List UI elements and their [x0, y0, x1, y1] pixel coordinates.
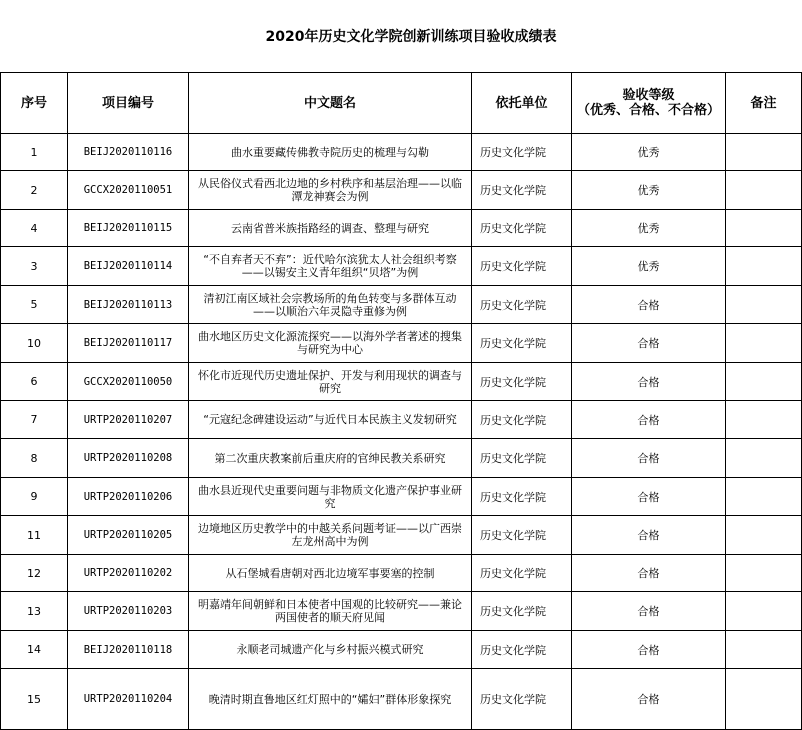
cell-name[interactable]: 清初江南区域社会宗教场所的角色转变与多群体互动 ——以顺治六年灵隐寺重修为例 — [189, 286, 472, 324]
cell-code[interactable]: GCCX2020110051 — [68, 171, 189, 210]
cell-name[interactable]: 怀化市近现代历史遗址保护、开发与利用现状的调查与研究 — [189, 363, 472, 401]
cell-index[interactable]: 13 — [1, 592, 68, 631]
cell-grade[interactable]: 合格 — [572, 631, 726, 669]
cell-code[interactable]: GCCX2020110050 — [68, 363, 189, 401]
cell-grade[interactable]: 合格 — [572, 324, 726, 363]
cell-code[interactable]: URTP2020110208 — [68, 439, 189, 478]
table-row — [1, 171, 802, 210]
cell-unit[interactable]: 历史文化学院 — [472, 171, 572, 210]
cell-grade[interactable]: 合格 — [572, 401, 726, 439]
cell-remark[interactable] — [726, 401, 802, 439]
cell-grade[interactable]: 合格 — [572, 516, 726, 555]
cell-remark[interactable] — [726, 171, 802, 210]
header-row — [1, 73, 802, 134]
cell-unit[interactable]: 历史文化学院 — [472, 555, 572, 592]
cell-code[interactable]: URTP2020110205 — [68, 516, 189, 555]
table-row — [1, 478, 802, 516]
cell-remark[interactable] — [726, 286, 802, 324]
table-row — [1, 592, 802, 631]
header-grade-line2: （优秀、合格、不合格） — [576, 103, 720, 118]
cell-unit[interactable]: 历史文化学院 — [472, 439, 572, 478]
cell-index[interactable]: 11 — [1, 516, 68, 555]
cell-name[interactable]: 边境地区历史教学中的中越关系问题考证——以广西崇左龙州高中为例 — [189, 516, 472, 555]
cell-unit[interactable]: 历史文化学院 — [472, 363, 572, 401]
cell-remark[interactable] — [726, 669, 802, 730]
cell-index[interactable]: 8 — [1, 439, 68, 478]
cell-remark[interactable] — [726, 516, 802, 555]
cell-name[interactable]: 从民俗仪式看西北边地的乡村秩序和基层治理——以临潭龙神赛会为例 — [189, 171, 472, 210]
cell-name[interactable]: 永顺老司城遗产化与乡村振兴模式研究 — [189, 631, 472, 669]
cell-name[interactable]: 云南省普米族指路经的调查、整理与研究 — [189, 210, 472, 247]
cell-code[interactable]: BEIJ2020110113 — [68, 286, 189, 324]
cell-unit[interactable]: 历史文化学院 — [472, 247, 572, 286]
cell-code[interactable]: BEIJ2020110115 — [68, 210, 189, 247]
cell-code[interactable]: URTP2020110207 — [68, 401, 189, 439]
cell-name[interactable]: 曲水重要藏传佛教寺院历史的梳理与勾勒 — [189, 134, 472, 171]
header-grade-line1: 验收等级 — [622, 88, 675, 103]
table-row — [1, 363, 802, 401]
table-row — [1, 555, 802, 592]
cell-grade[interactable]: 优秀 — [572, 134, 726, 171]
cell-grade[interactable]: 优秀 — [572, 171, 726, 210]
cell-remark[interactable] — [726, 324, 802, 363]
cell-remark[interactable] — [726, 363, 802, 401]
cell-index[interactable]: 10 — [1, 324, 68, 363]
header-grade[interactable] — [572, 73, 726, 134]
cell-code[interactable]: URTP2020110204 — [68, 669, 189, 730]
table-row — [1, 134, 802, 171]
cell-remark[interactable] — [726, 247, 802, 286]
header-unit[interactable]: 依托单位 — [472, 73, 572, 134]
cell-remark[interactable] — [726, 631, 802, 669]
cell-index[interactable]: 6 — [1, 363, 68, 401]
cell-grade[interactable]: 优秀 — [572, 210, 726, 247]
results-table — [0, 72, 802, 730]
cell-grade[interactable]: 合格 — [572, 363, 726, 401]
table-row — [1, 631, 802, 669]
table-row — [1, 669, 802, 730]
cell-name[interactable]: 曲水县近现代史重要问题与非物质文化遗产保护事业研究 — [189, 478, 472, 516]
cell-grade[interactable]: 合格 — [572, 555, 726, 592]
cell-remark[interactable] — [726, 134, 802, 171]
cell-remark[interactable] — [726, 210, 802, 247]
cell-code[interactable]: BEIJ2020110117 — [68, 324, 189, 363]
cell-index[interactable]: 9 — [1, 478, 68, 516]
sheet-title: 2020年历史文化学院创新训练项目验收成绩表 — [265, 29, 557, 45]
table-row — [1, 324, 802, 363]
table-row — [1, 439, 802, 478]
cell-grade[interactable]: 优秀 — [572, 247, 726, 286]
cell-unit[interactable]: 历史文化学院 — [472, 669, 572, 730]
cell-remark[interactable] — [726, 592, 802, 631]
cell-index[interactable]: 1 — [1, 134, 68, 171]
cell-grade[interactable]: 合格 — [572, 286, 726, 324]
cell-name[interactable]: 第二次重庆教案前后重庆府的官绅民教关系研究 — [189, 439, 472, 478]
cell-index[interactable]: 3 — [1, 247, 68, 286]
cell-grade[interactable]: 合格 — [572, 592, 726, 631]
cell-name[interactable]: 曲水地区历史文化源流探究——以海外学者著述的搜集与研究为中心 — [189, 324, 472, 363]
table-row — [1, 210, 802, 247]
cell-code[interactable]: BEIJ2020110114 — [68, 247, 189, 286]
cell-index[interactable]: 14 — [1, 631, 68, 669]
cell-index[interactable]: 5 — [1, 286, 68, 324]
cell-unit[interactable]: 历史文化学院 — [472, 478, 572, 516]
header-code[interactable]: 项目编号 — [68, 73, 189, 134]
cell-grade[interactable]: 合格 — [572, 439, 726, 478]
table-row — [1, 286, 802, 324]
cell-code[interactable]: URTP2020110206 — [68, 478, 189, 516]
header-remark[interactable]: 备注 — [726, 73, 802, 134]
cell-name[interactable]: 晚清时期直鲁地区红灯照中的“孀妇”群体形象探究 — [189, 669, 472, 730]
cell-name[interactable]: “元寇纪念碑建设运动”与近代日本民族主义发轫研究 — [189, 401, 472, 439]
cell-unit[interactable]: 历史文化学院 — [472, 286, 572, 324]
cell-unit[interactable]: 历史文化学院 — [472, 134, 572, 171]
cell-grade[interactable]: 合格 — [572, 478, 726, 516]
cell-code[interactable]: BEIJ2020110118 — [68, 631, 189, 669]
cell-name[interactable]: “不自弃者天不弃”：近代哈尔滨犹太人社会组织考察——以锡安主义青年组织“贝塔”为例 — [189, 247, 472, 286]
cell-index[interactable]: 2 — [1, 171, 68, 210]
cell-remark[interactable] — [726, 478, 802, 516]
cell-index[interactable]: 12 — [1, 555, 68, 592]
cell-unit[interactable]: 历史文化学院 — [472, 516, 572, 555]
cell-code[interactable]: URTP2020110202 — [68, 555, 189, 592]
table-row — [1, 247, 802, 286]
cell-unit[interactable]: 历史文化学院 — [472, 631, 572, 669]
header-index[interactable]: 序号 — [1, 73, 68, 134]
cell-index[interactable]: 15 — [1, 669, 68, 730]
cell-unit[interactable]: 历史文化学院 — [472, 401, 572, 439]
table-row — [1, 516, 802, 555]
cell-index[interactable]: 7 — [1, 401, 68, 439]
cell-grade[interactable]: 合格 — [572, 669, 726, 730]
cell-code[interactable]: URTP2020110203 — [68, 592, 189, 631]
cell-remark[interactable] — [726, 439, 802, 478]
header-name[interactable]: 中文题名 — [189, 73, 472, 134]
cell-unit[interactable]: 历史文化学院 — [472, 324, 572, 363]
cell-name[interactable]: 明嘉靖年间朝鲜和日本使者中国观的比较研究——兼论两国使者的顺天府见闻 — [189, 592, 472, 631]
cell-unit[interactable]: 历史文化学院 — [472, 210, 572, 247]
cell-unit[interactable]: 历史文化学院 — [472, 592, 572, 631]
table-row — [1, 401, 802, 439]
cell-remark[interactable] — [726, 555, 802, 592]
cell-code[interactable]: BEIJ2020110116 — [68, 134, 189, 171]
cell-index[interactable]: 4 — [1, 210, 68, 247]
cell-name[interactable]: 从石堡城看唐朝对西北边境军事要塞的控制 — [189, 555, 472, 592]
